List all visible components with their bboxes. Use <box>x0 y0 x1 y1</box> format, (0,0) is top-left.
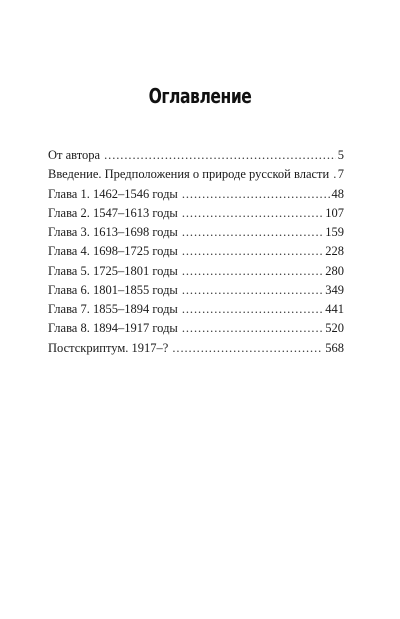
toc-entry <box>48 204 344 223</box>
toc-entry-title: Постскриптум. 1917–? <box>48 340 169 355</box>
toc-entry-page: 5 <box>337 148 344 162</box>
toc-entry <box>48 262 344 281</box>
table-of-contents <box>48 146 344 358</box>
dot-leader <box>182 300 323 319</box>
dot-leader <box>182 223 323 242</box>
dot-leader <box>333 165 336 184</box>
toc-entry-title: Глава 6. 1801–1855 годы <box>48 282 178 297</box>
toc-entry-page: 520 <box>325 321 344 336</box>
toc-entry <box>48 185 344 204</box>
dot-leader <box>182 204 323 223</box>
toc-entry <box>48 165 344 184</box>
toc-entry <box>48 339 344 358</box>
dot-leader <box>172 339 323 358</box>
toc-entry-title: От автора <box>48 148 101 162</box>
toc-entry-page: 228 <box>325 244 344 259</box>
toc-entry-title: Глава 2. 1547–1613 годы <box>48 205 178 220</box>
dot-leader <box>182 319 323 338</box>
toc-entry-page: 441 <box>325 302 344 316</box>
toc-entry-page: 107 <box>325 205 344 220</box>
dot-leader <box>182 185 330 204</box>
toc-entry-title: Глава 7. 1855–1894 годы <box>48 302 178 316</box>
toc-entry <box>48 242 344 261</box>
toc-entry-title: Глава 8. 1894–1917 годы <box>48 321 178 336</box>
dot-leader <box>182 281 323 300</box>
toc-entry <box>48 146 344 165</box>
toc-entry <box>48 319 344 338</box>
dot-leader <box>182 242 323 261</box>
dot-leader <box>104 146 336 165</box>
toc-entry <box>48 281 344 300</box>
toc-entry-page: 7 <box>337 167 344 182</box>
toc-entry-page: 349 <box>325 282 344 297</box>
toc-entry-title: Глава 5. 1725–1801 годы <box>48 263 178 278</box>
toc-entry-page: 568 <box>325 340 344 355</box>
toc-entry-title: Глава 1. 1462–1546 годы <box>48 186 178 201</box>
toc-entry-page: 159 <box>325 225 344 239</box>
toc-entry <box>48 223 344 242</box>
toc-entry-title: Глава 4. 1698–1725 годы <box>48 244 178 259</box>
dot-leader <box>182 262 323 281</box>
toc-entry-page: 280 <box>325 263 344 278</box>
toc-entry-page: 48 <box>331 186 344 201</box>
toc-entry-title: Глава 3. 1613–1698 годы <box>48 225 178 239</box>
toc-entry-title: Введение. Предположения о природе русской власти <box>48 167 330 182</box>
toc-entry <box>48 300 344 319</box>
page-title: Оглавление <box>148 84 252 108</box>
